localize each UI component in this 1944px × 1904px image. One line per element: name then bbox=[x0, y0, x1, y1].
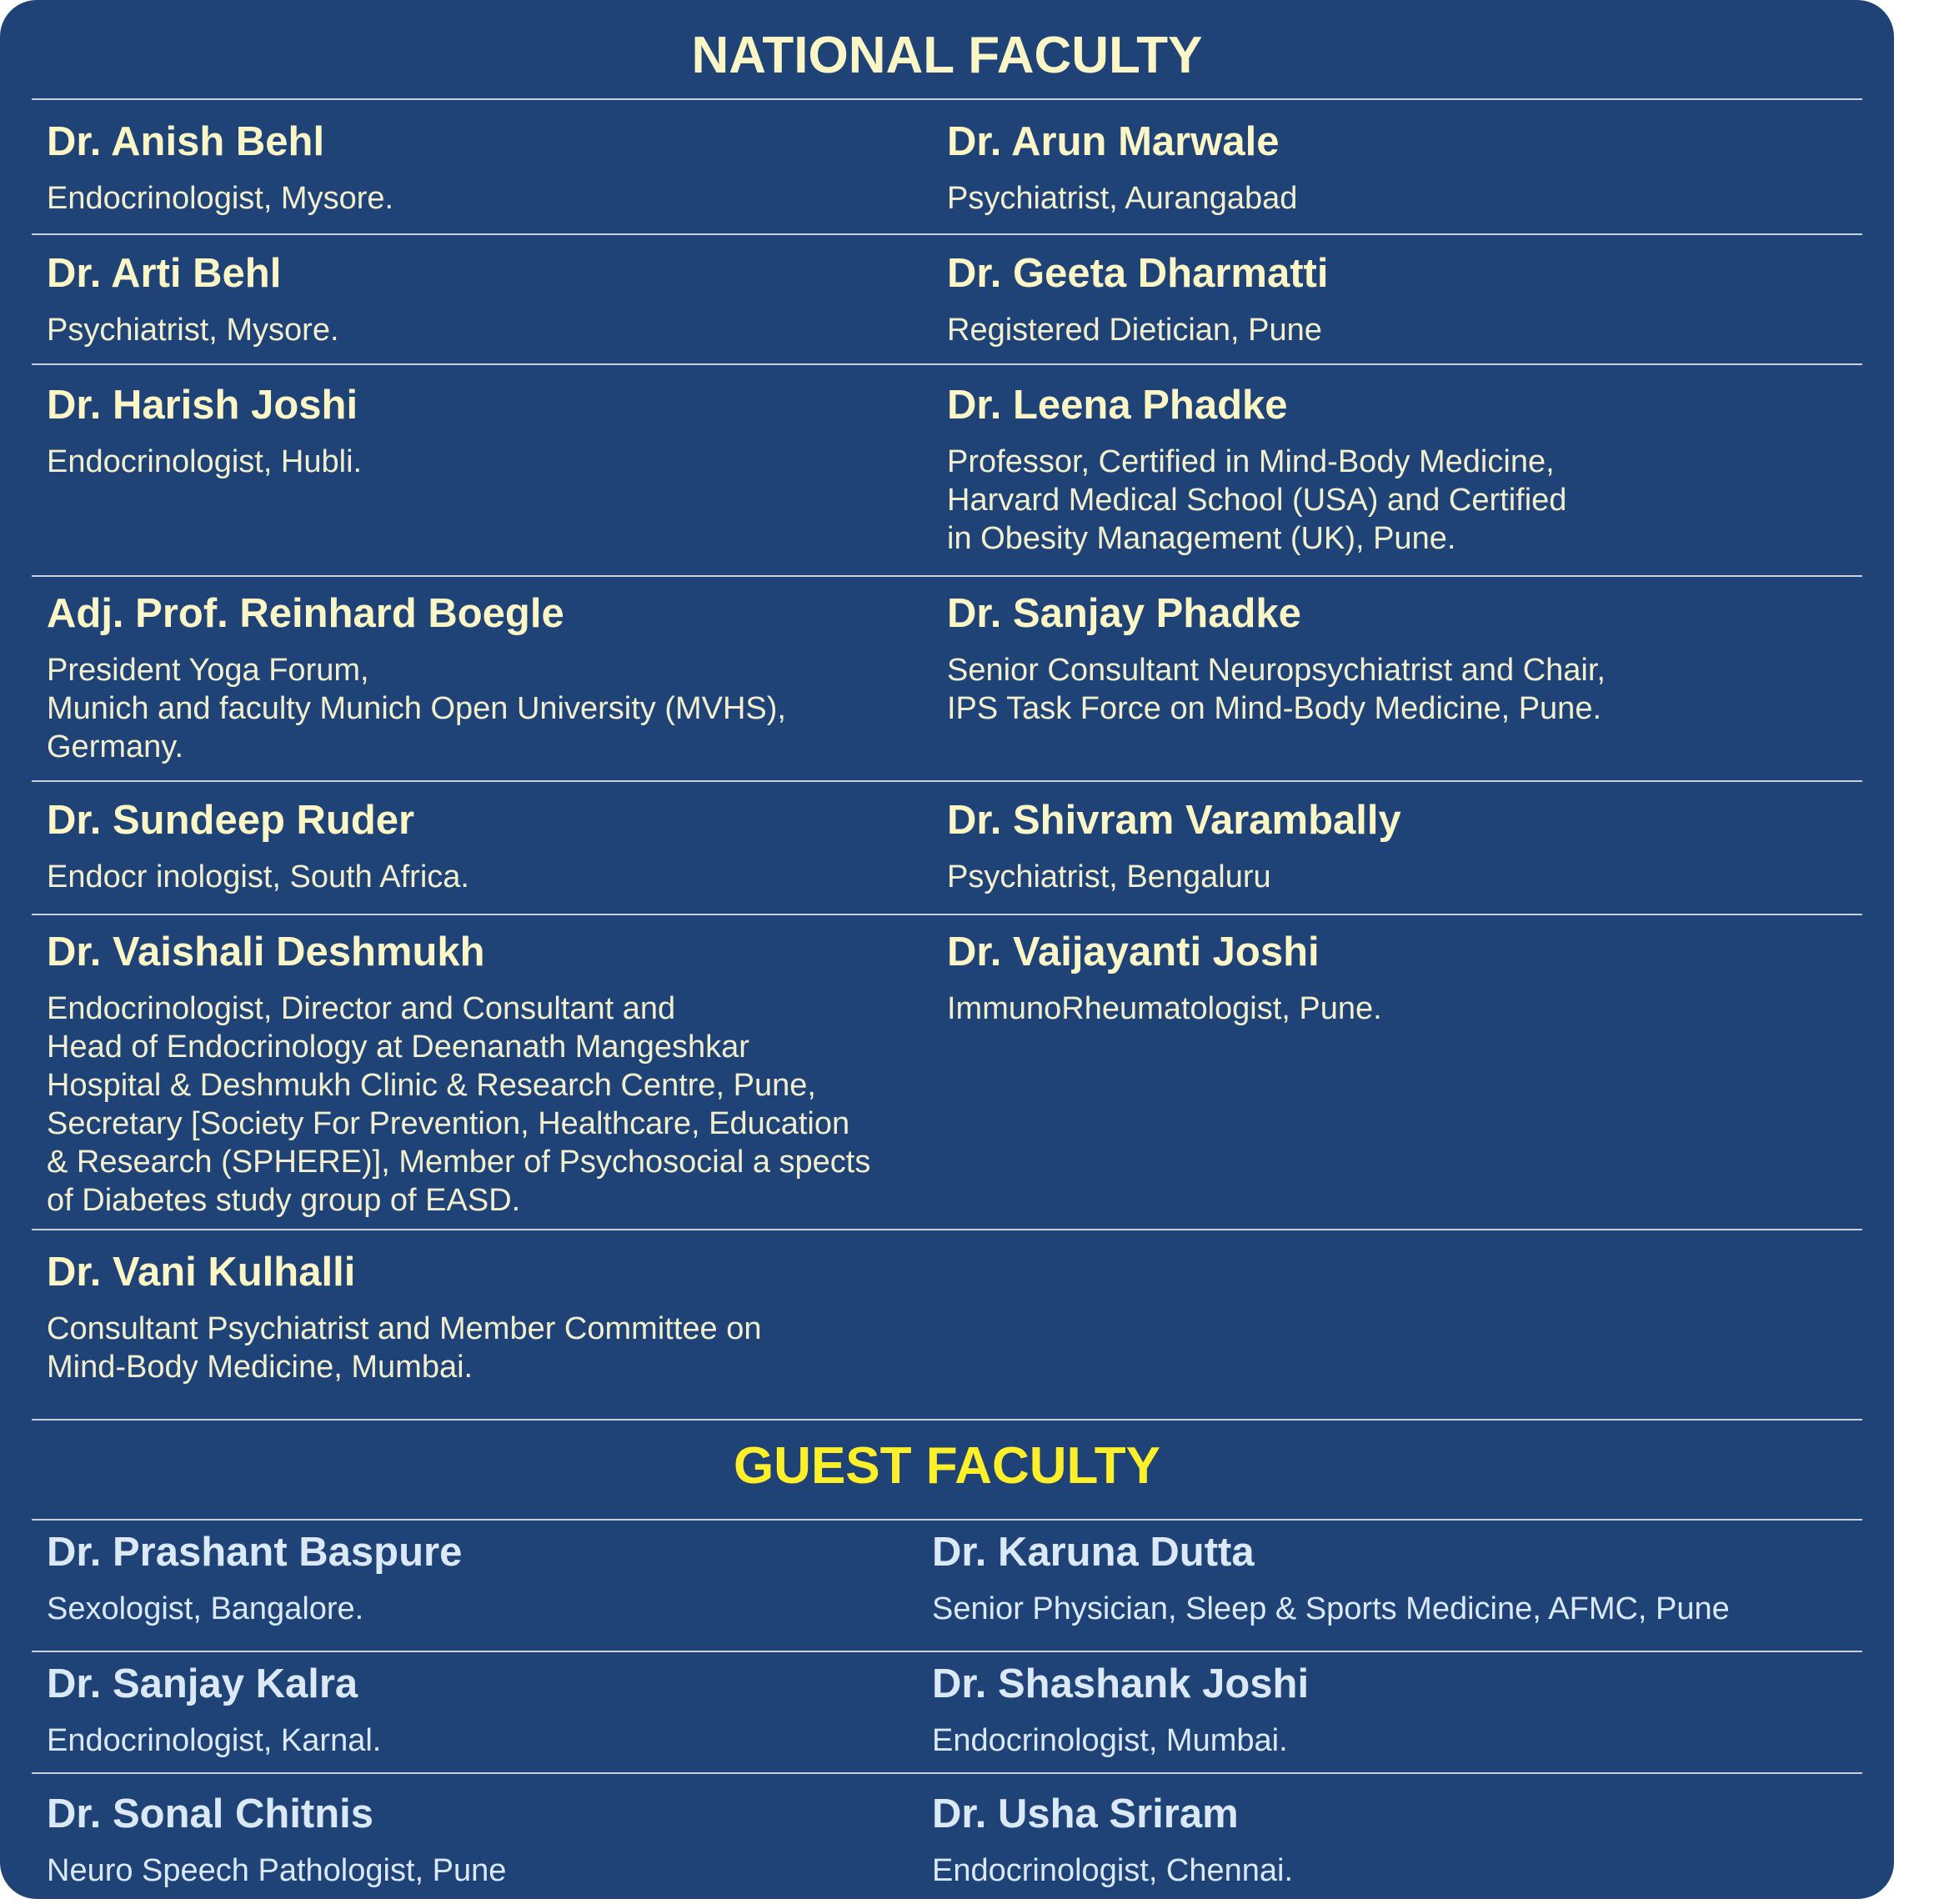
guest-faculty-entry bbox=[47, 1661, 382, 1760]
guest-faculty-entry bbox=[47, 1532, 462, 1628]
faculty-name: Adj. Prof. Reinhard Boegle bbox=[47, 591, 564, 636]
guest-faculty-heading: GUEST FACULTY bbox=[733, 1437, 1161, 1495]
faculty-name: Dr. Arun Marwale bbox=[947, 119, 1280, 164]
faculty-entry bbox=[947, 385, 1566, 558]
faculty-description: Registered Dietician, Pune bbox=[947, 313, 1322, 348]
faculty-description: President Yoga Forum, Munich and faculty Munich Open University (MVHS), Germany. bbox=[47, 653, 786, 764]
faculty-description: Senior Physician, Sleep & Sports Medicine, AFMC, Pune bbox=[932, 1591, 1730, 1626]
divider bbox=[32, 1772, 1862, 1774]
faculty-description: Consultant Psychiatrist and Member Committee on Mind-Body Medicine, Mumbai. bbox=[47, 1311, 762, 1385]
faculty-entry bbox=[47, 1252, 761, 1386]
faculty-entry bbox=[47, 253, 339, 349]
divider bbox=[32, 98, 1862, 100]
faculty-entry bbox=[47, 929, 871, 1220]
divider bbox=[32, 780, 1862, 782]
faculty-description: Psychiatrist, Mysore. bbox=[47, 313, 339, 348]
divider bbox=[32, 1651, 1862, 1652]
divider bbox=[32, 363, 1862, 365]
faculty-entry bbox=[47, 119, 394, 218]
faculty-entry bbox=[947, 929, 1382, 1028]
divider bbox=[32, 233, 1862, 235]
divider bbox=[32, 1519, 1862, 1521]
faculty-entry bbox=[47, 385, 362, 481]
faculty-entry bbox=[947, 253, 1329, 349]
divider bbox=[32, 1419, 1862, 1420]
faculty-name: Dr. Sundeep Ruder bbox=[47, 798, 415, 843]
faculty-entry bbox=[47, 591, 786, 766]
faculty-description: Senior Consultant Neuropsychiatrist and Chair, IPS Task Force on Mind-Body Medicine, Pune. bbox=[947, 653, 1606, 726]
faculty-name: Dr. Shivram Varambally bbox=[947, 798, 1401, 843]
faculty-description: Endocrinologist, Director and Consultant and Head of Endocrinology at Deenanath Mangeshkar Hospital & Deshmukh Clinic & Research Centre, Pune, Secretary [Society For Prevention, Healthcare, Education & Research (SPHERE)], Member of Psychosocial a spects of Diabetes study group of EASD. bbox=[47, 991, 871, 1218]
faculty-name: Dr. Harish Joshi bbox=[47, 383, 358, 428]
faculty-description: Psychiatrist, Aurangabad bbox=[947, 181, 1298, 216]
faculty-entry bbox=[947, 119, 1298, 218]
faculty-description: Endocr inologist, South Africa. bbox=[47, 859, 469, 894]
faculty-description: Endocrinologist, Karnal. bbox=[47, 1723, 382, 1758]
faculty-description: Sexologist, Bangalore. bbox=[47, 1591, 364, 1626]
guest-faculty-entry bbox=[932, 1532, 1730, 1628]
faculty-name: Dr. Arti Behl bbox=[47, 251, 282, 296]
faculty-description: Endocrinologist, Mumbai. bbox=[932, 1723, 1288, 1758]
national-faculty-heading: NATIONAL FACULTY bbox=[691, 27, 1203, 84]
faculty-description: Professor, Certified in Mind-Body Medicine, Harvard Medical School (USA) and Certified in Obesity Management (UK), Pune. bbox=[947, 444, 1567, 556]
faculty-name: Dr. Prashant Baspure bbox=[47, 1530, 463, 1575]
faculty-entry bbox=[947, 800, 1401, 896]
guest-faculty-entry bbox=[932, 1661, 1310, 1760]
faculty-entry bbox=[947, 591, 1606, 728]
faculty-name: Dr. Leena Phadke bbox=[947, 383, 1288, 428]
divider bbox=[32, 914, 1862, 915]
faculty-name: Dr. Sanjay Phadke bbox=[947, 591, 1301, 636]
faculty-name: Dr. Anish Behl bbox=[47, 119, 325, 164]
faculty-description: ImmunoRheumatologist, Pune. bbox=[947, 991, 1382, 1026]
faculty-description: Neuro Speech Pathologist, Pune bbox=[47, 1853, 507, 1888]
faculty-name: Dr. Vani Kulhalli bbox=[47, 1250, 356, 1295]
faculty-name: Dr. Karuna Dutta bbox=[932, 1530, 1255, 1575]
faculty-name: Dr. Geeta Dharmatti bbox=[947, 251, 1329, 296]
faculty-name: Dr. Shashank Joshi bbox=[932, 1661, 1310, 1706]
faculty-description: Endocrinologist, Chennai. bbox=[932, 1853, 1294, 1888]
faculty-name: Dr. Vaijayanti Joshi bbox=[947, 929, 1320, 975]
divider bbox=[32, 575, 1862, 577]
faculty-description: Endocrinologist, Hubli. bbox=[47, 444, 363, 479]
faculty-name: Dr. Sanjay Kalra bbox=[47, 1661, 358, 1706]
guest-faculty-entry bbox=[47, 1791, 507, 1890]
faculty-name: Dr. Vaishali Deshmukh bbox=[47, 929, 485, 975]
faculty-name: Dr. Sonal Chitnis bbox=[47, 1791, 374, 1836]
faculty-entry bbox=[47, 800, 469, 896]
faculty-description: Psychiatrist, Bengaluru bbox=[947, 859, 1271, 894]
divider bbox=[32, 1229, 1862, 1230]
faculty-description: Endocrinologist, Mysore. bbox=[47, 181, 394, 216]
faculty-name: Dr. Usha Sriram bbox=[932, 1791, 1239, 1836]
guest-faculty-entry bbox=[932, 1791, 1294, 1890]
